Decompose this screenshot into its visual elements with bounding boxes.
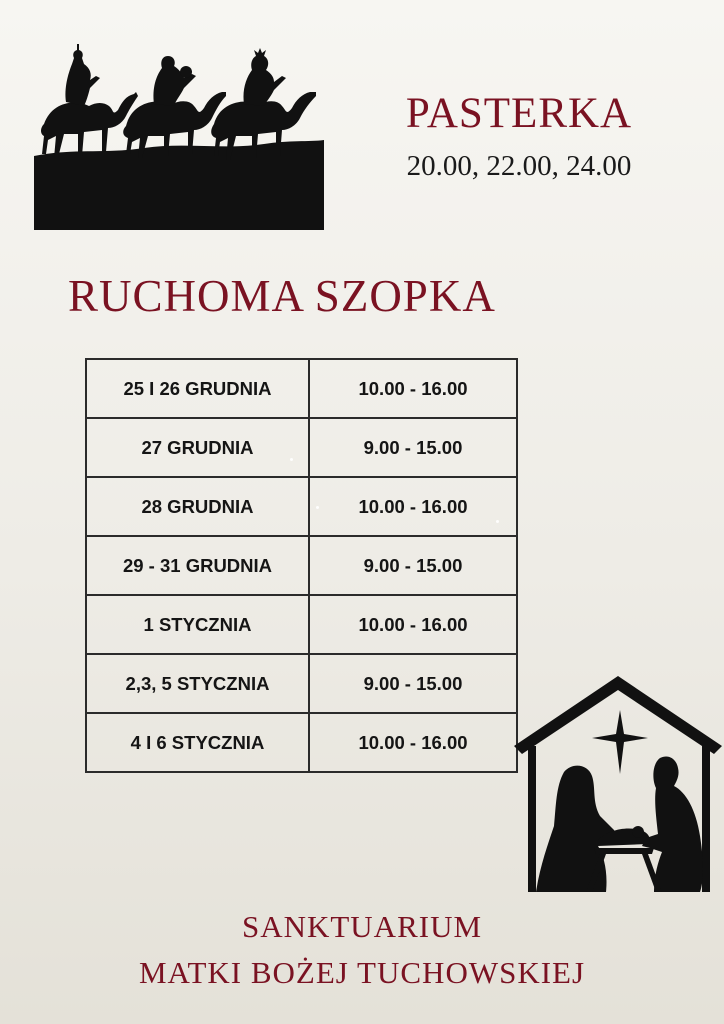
hours-cell: 10.00 - 16.00 — [309, 359, 517, 418]
footer-line-1: SANKTUARIUM — [241, 909, 483, 944]
day-cell: 4 I 6 STYCZNIA — [86, 713, 309, 772]
day-cell: 2,3, 5 STYCZNIA — [86, 654, 309, 713]
three-kings-camels-icon — [34, 44, 324, 230]
hours-cell: 9.00 - 15.00 — [309, 536, 517, 595]
day-cell: 28 GRUDNIA — [86, 477, 309, 536]
pasterka-times: 20.00, 22.00, 24.00 — [406, 150, 632, 182]
footer-line-2: MATKI BOŻEJ TUCHOWSKIEJ — [138, 955, 586, 990]
sparkle-icon — [496, 520, 499, 523]
hours-cell: 9.00 - 15.00 — [309, 654, 517, 713]
hours-cell: 10.00 - 16.00 — [309, 477, 517, 536]
table-row — [86, 418, 517, 477]
pasterka-title: PASTERKA — [405, 90, 633, 137]
day-cell: 29 - 31 GRUDNIA — [86, 536, 309, 595]
day-cell: 27 GRUDNIA — [86, 418, 309, 477]
table-row — [86, 654, 517, 713]
hours-cell: 10.00 - 16.00 — [309, 713, 517, 772]
day-cell: 1 STYCZNIA — [86, 595, 309, 654]
table-row — [86, 477, 517, 536]
table-row — [86, 595, 517, 654]
schedule-table — [85, 358, 518, 773]
sparkle-icon — [290, 458, 293, 461]
table-row — [86, 359, 517, 418]
hours-cell: 10.00 - 16.00 — [309, 595, 517, 654]
table-row — [86, 536, 517, 595]
table-row — [86, 713, 517, 772]
nativity-scene-icon — [514, 676, 722, 894]
sparkle-icon — [316, 506, 319, 509]
hours-cell: 9.00 - 15.00 — [309, 418, 517, 477]
day-cell: 25 I 26 GRUDNIA — [86, 359, 309, 418]
szopka-title: RUCHOMA SZOPKA — [68, 271, 496, 321]
